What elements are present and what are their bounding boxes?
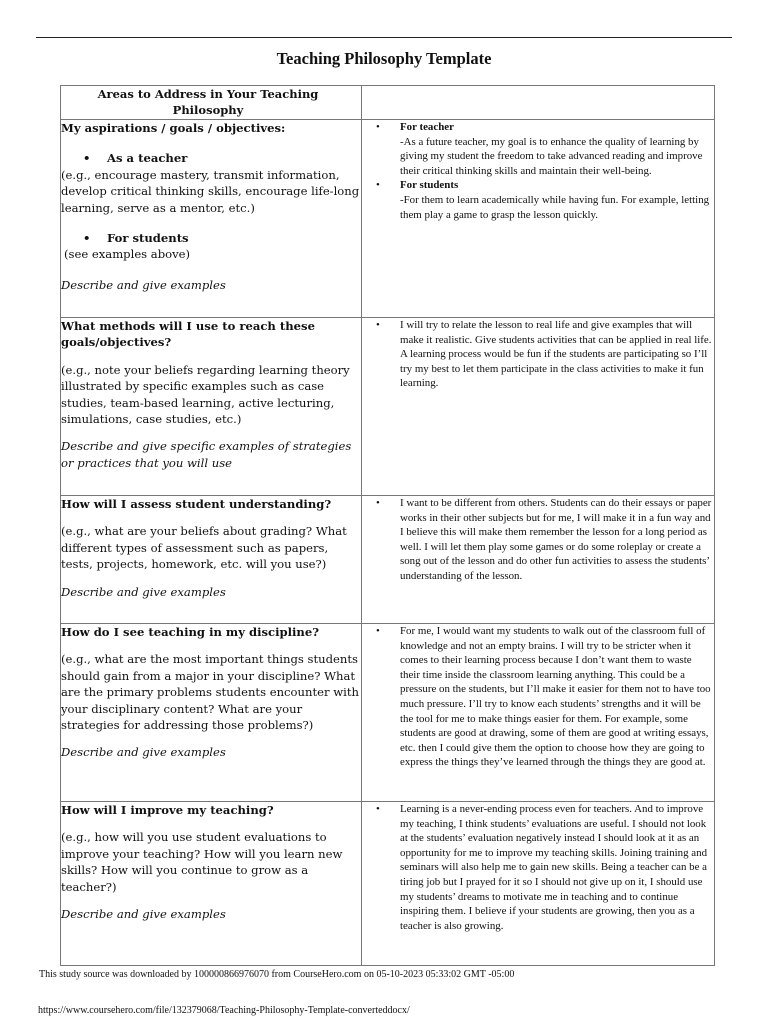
prompt-cell [61, 802, 362, 966]
answer-cell [362, 802, 715, 966]
row-describe: Describe and give examples [61, 584, 226, 599]
table-row [61, 802, 715, 966]
answer-cell [362, 120, 715, 318]
row-describe: Describe and give examples [61, 277, 226, 292]
answer-text: I will try to relate the lesson to real life and give examples that will make it realistic. Give students activities that can be applied in real life. A learning process would be fun if the students are participating so I’ll try my best to let them participate in the class activities to make it fun learning. [400, 319, 712, 390]
bullet-icon: • [376, 121, 380, 133]
bullet-icon: • [376, 319, 380, 331]
prompt-cell [61, 318, 362, 496]
bullet-icon: • [376, 179, 380, 192]
sub-bullet-students: • For students [83, 231, 189, 246]
answer-text: -For them to learn academically while having fun. For example, letting them play a game to grasp the lesson quickly. [400, 193, 710, 221]
answer-item [362, 624, 714, 770]
answer-label: For students [400, 179, 459, 192]
philosophy-table [60, 85, 715, 966]
answer-text: For me, I would want my students to walk out of the classroom full of knowledge and not an empty brains. I will try to be stricter when it comes to their learning process because I don’t want them to waste their time inside the classroom learning anything. This could be a pressure on the students, but I’ll make it easier for them not to have too much pressure. I’ll try to know each students’ strengths and it will be the tool for me to make things easier for them. For example, some students are good at drawing, some of them are good at writing essays, etc. then I could give them the option to choose how they are going to express the things they’ve learned through the things they are good at. [400, 625, 711, 769]
row-question: How will I assess student understanding? [61, 497, 332, 511]
source-url[interactable]: https://www.coursehero.com/file/132379068/Teaching-Philosophy-Template-converteddocx/ [38, 1005, 410, 1016]
download-notice: This study source was downloaded by 100000866976070 from CourseHero.com on 05-10-2023 05:33:02 GMT -05:00 [39, 969, 515, 980]
answer-cell [362, 318, 715, 496]
bullet-icon: • [83, 151, 91, 166]
answer-item [362, 318, 714, 391]
answer-label: For teacher [400, 121, 454, 133]
bullet-icon: • [376, 803, 380, 815]
row-describe: Describe and give examples [61, 907, 226, 922]
row-example: (e.g., what are your beliefs about grading? What different types of assessment such as papers, tests, projects, homework, etc. will you use?) [61, 524, 347, 572]
bullet-icon: • [376, 497, 380, 509]
table-row [61, 318, 715, 496]
prompt-cell [61, 496, 362, 624]
top-rule [36, 37, 732, 38]
row-example: (e.g., how will you use student evaluations to improve your teaching? How will you learn new skills? How will you continue to grow as a teacher?) [61, 830, 343, 894]
answer-text: -As a future teacher, my goal is to enhance the quality of learning by giving my student the freedom to take advanced reading and improve their critical thinking skills and maintain their well-being. [400, 135, 703, 177]
row-question: My aspirations / goals / objectives: [61, 121, 286, 135]
prompt-cell [61, 624, 362, 802]
row-example: (e.g., what are the most important things students should gain from a major in your discipline? What are the primary problems students encounter with your disciplinary content? What are your strategies for addressing those problems?) [61, 652, 359, 733]
bullet-icon: • [376, 625, 380, 637]
row-example: (e.g., encourage mastery, transmit information, develop critical thinking skills, encourage life-long learning, serve as a mentor, etc.) [61, 167, 360, 215]
sub-bullet-teacher: • As a teacher [83, 151, 188, 166]
answer-cell [362, 496, 715, 624]
answer-item [362, 178, 714, 222]
table-header-row [61, 86, 715, 120]
bullet-icon: • [83, 231, 91, 246]
row-question: How do I see teaching in my discipline? [61, 625, 319, 639]
header-empty-cell [362, 86, 715, 120]
row-describe: Describe and give examples [61, 745, 226, 760]
row-example: (see examples above) [64, 247, 191, 262]
document-title: Teaching Philosophy Template [276, 49, 492, 68]
table-row [61, 624, 715, 802]
answer-item [362, 802, 714, 933]
table-row [61, 496, 715, 624]
row-question: What methods will I use to reach these goals/objectives? [61, 319, 315, 350]
header-cell [61, 86, 362, 120]
table-header-label: Areas to Address in Your Teaching Philosophy [97, 87, 319, 118]
answer-item [362, 496, 714, 584]
answer-text: I want to be different from others. Students can do their essays or paper works in their other subjects but for me, I will make it in a fun way and I believe this will make them remember the lesson for a long period as well. I will let them play some games or do some roleplay or create a song out of the lesson and do other fun activities to assess the students’ understanding of the lesson. [400, 497, 712, 582]
row-describe: Describe and give specific examples of strategies or practices that you will use [61, 439, 352, 470]
table-row [61, 120, 715, 318]
row-example: (e.g., note your beliefs regarding learning theory illustrated by specific examples such as case studies, team-based learning, active lecturing, simulations, case studies, etc.) [61, 362, 350, 427]
answer-text: Learning is a never-ending process even for teachers. And to improve my teaching, I think students’ evaluations are useful. I should not look at the students’ evaluation negatively instead I should look at it as an opportunity for me to improve my teaching skills. Joining training and seminars will also help me to gain new skills. Being a teacher can be a tiring job but I prayed for it so I should not give up on it, I should use my students’ dreams to motivate me in teaching and to continue inspiring them. I believe if your students are growing, then you as a teacher is also growing. [400, 803, 708, 932]
answer-item [362, 120, 714, 178]
prompt-cell [61, 120, 362, 318]
row-question: How will I improve my teaching? [61, 803, 274, 817]
answer-cell [362, 624, 715, 802]
